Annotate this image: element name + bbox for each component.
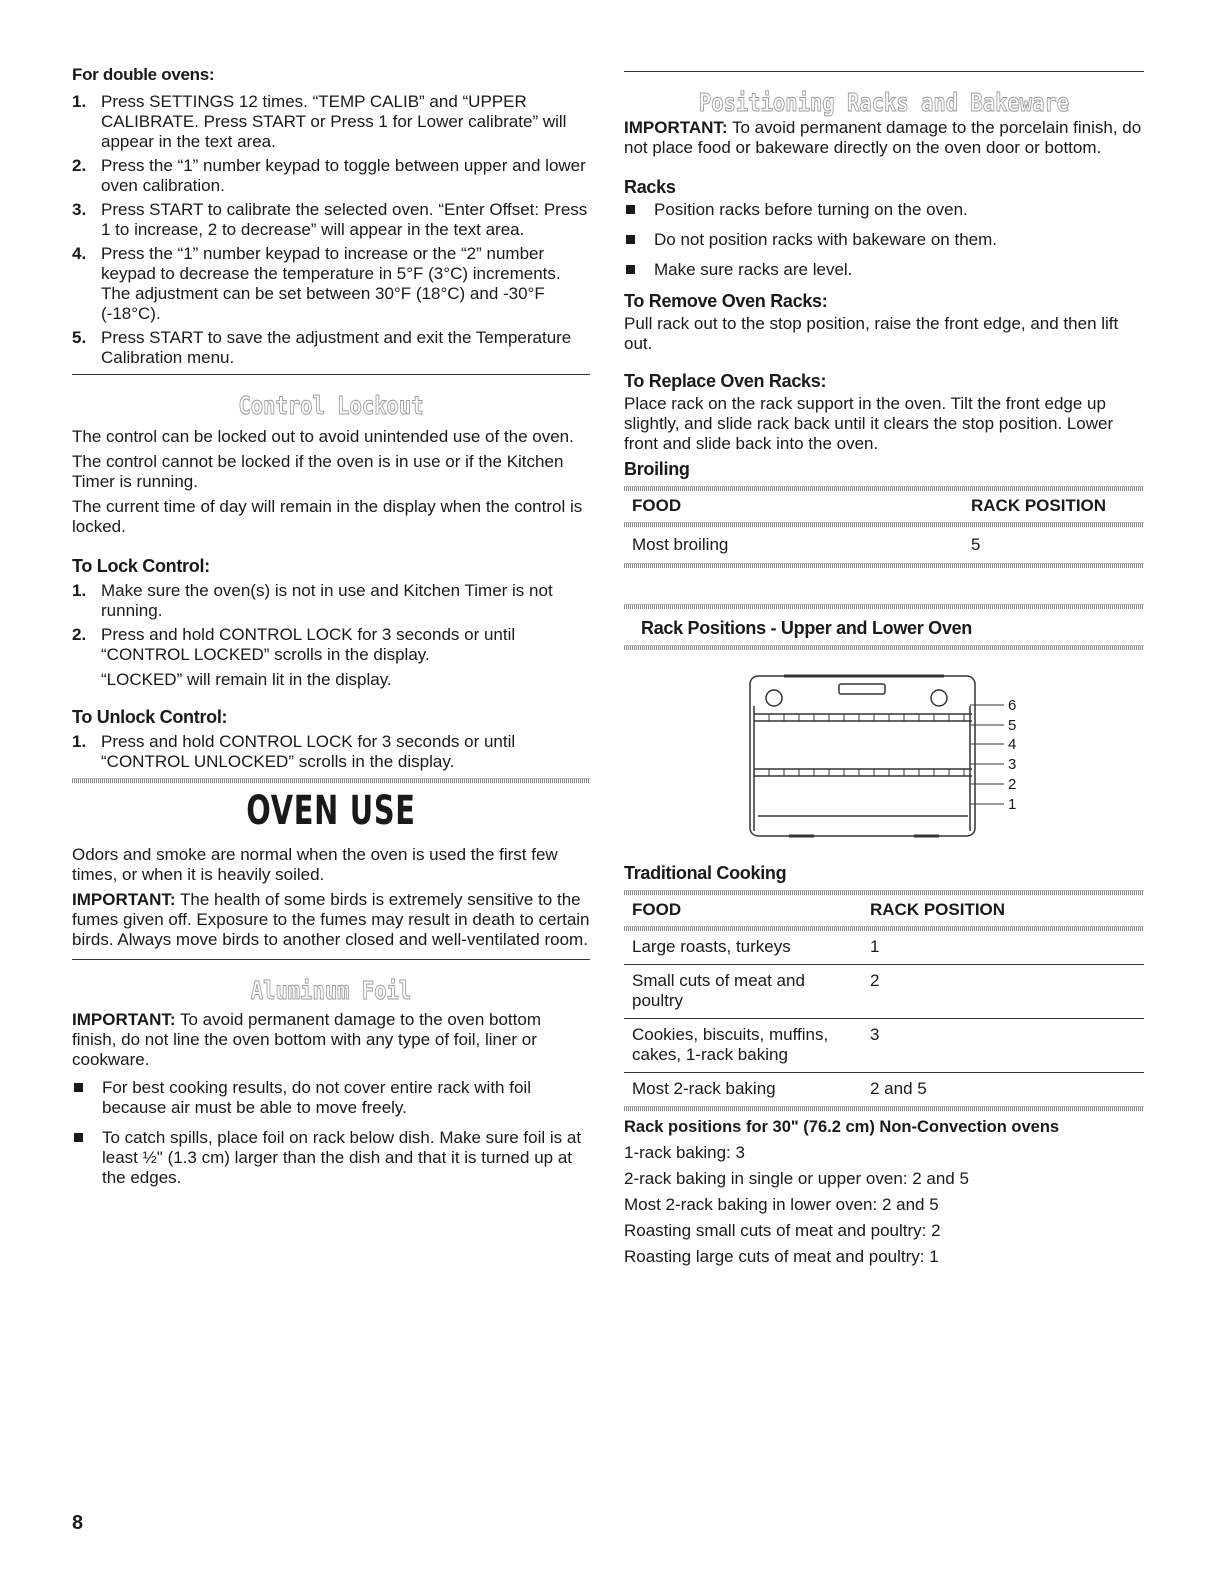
traditional-cooking-heading: Traditional Cooking	[624, 863, 787, 883]
step-item: 5. Press START to save the adjustment and exit the Temperature Calibration menu.	[72, 328, 572, 367]
table-cell-rack: 5	[971, 535, 981, 554]
lockout-paragraph: The control cannot be locked if the oven is in use or if the Kitchen Timer is running.	[72, 452, 564, 491]
traditional-table	[624, 895, 1144, 1106]
positioning-important: IMPORTANT: To avoid permanent damage to the porcelain finish, do not place food or bakeware directly on the oven door or bottom.	[624, 118, 1142, 157]
rack-slats	[769, 714, 964, 776]
double-ovens-heading: For double ovens:	[72, 65, 215, 84]
table-cell-rack: 1	[870, 931, 1144, 965]
table-cell-rack: 2	[870, 965, 1144, 1019]
broiling-heading: Broiling	[624, 459, 690, 479]
non-convection-line: 2-rack baking in single or upper oven: 2 and 5	[624, 1169, 969, 1188]
lock-control-heading: To Lock Control:	[72, 556, 210, 576]
broil-table	[624, 491, 1144, 563]
lock-note: “LOCKED” will remain lit in the display.	[101, 670, 392, 689]
double-ovens-steps	[72, 92, 590, 368]
foil-bullets	[72, 1078, 590, 1188]
table-row	[624, 931, 1144, 965]
step-item: 1. Make sure the oven(s) is not in use and Kitchen Timer is not running.	[72, 581, 553, 620]
table-row	[624, 1019, 1144, 1073]
step-item: 2. Press and hold CONTROL LOCK for 3 seconds or until “CONTROL LOCKED” scrolls in the display. “LOCKED” will remain lit in the display.	[72, 625, 590, 690]
aluminum-foil-title: Aluminum Foil	[250, 976, 412, 1005]
table-cell-food: Most broiling	[632, 535, 729, 554]
right-column	[624, 64, 1144, 1267]
table-header-row	[624, 491, 1144, 522]
replace-racks-heading: To Replace Oven Racks:	[624, 371, 827, 391]
left-column	[72, 64, 590, 1198]
non-convection-line: Roasting large cuts of meat and poultry: 1	[624, 1247, 939, 1266]
non-convection-line: Most 2-rack baking in lower oven: 2 and 5	[624, 1195, 939, 1214]
rack-number-label: 4	[1008, 736, 1017, 753]
control-lockout-title: Control Lockout	[238, 391, 424, 420]
oven-rack-diagram	[624, 656, 1144, 856]
oven-light-left	[766, 690, 782, 706]
col-rack-header: RACK POSITION	[971, 496, 1107, 515]
replace-racks-text: Place rack on the rack support in the oven. Tilt the front edge up slightly, and slide rack back until it clears the stop position. Lower front and slide back into the oven.	[624, 394, 1114, 453]
col-food-header: FOOD	[632, 900, 682, 919]
lockout-paragraph: The control can be locked out to avoid unintended use of the oven.	[72, 427, 574, 446]
remove-racks-text: Pull rack out to the stop position, raise the front edge, and then lift out.	[624, 314, 1119, 353]
bullet-item: Make sure racks are level.	[624, 260, 1144, 280]
oven-vent	[839, 684, 885, 694]
foil-important: IMPORTANT: To avoid permanent damage to the oven bottom finish, do not line the oven bottom with any type of foil, liner or cookware.	[72, 1010, 541, 1069]
oven-light-right	[931, 690, 947, 706]
step-item: 1. Press SETTINGS 12 times. “TEMP CALIB” and “UPPER CALIBRATE. Press START or Press 1 for Lower calibrate” will appear in the text area.	[72, 92, 567, 151]
dotted-divider	[624, 604, 1144, 609]
racks-bullets	[624, 200, 1144, 280]
table-cell-food: Most 2-rack baking	[632, 1079, 776, 1098]
table-bottom-rule	[624, 563, 1144, 568]
step-item: 1. Press and hold CONTROL LOCK for 3 seconds or until “CONTROL UNLOCKED” scrolls in the display.	[72, 732, 516, 771]
table-cell-food: Cookies, biscuits, muffins, cakes, 1-rack baking	[624, 1019, 870, 1073]
positioning-racks-title: Positioning Racks and Bakeware	[698, 88, 1070, 117]
non-convection-lines	[624, 1143, 1144, 1267]
page-number: 8	[72, 1512, 84, 1534]
unlock-steps	[72, 732, 590, 772]
section-divider	[72, 959, 590, 960]
col-rack-header: RACK POSITION	[870, 900, 1006, 919]
non-convection-heading: Rack positions for 30" (76.2 cm) Non-Convection ovens	[624, 1118, 1060, 1136]
table-cell-food: Large roasts, turkeys	[624, 931, 870, 965]
oven-cavity-outline	[750, 676, 975, 836]
oven-use-important: IMPORTANT: The health of some birds is extremely sensitive to the fumes given off. Exposure to the fumes may result in death to certain birds. Always move birds to another closed and well-ventilated room.	[72, 890, 590, 949]
non-convection-line: 1-rack baking: 3	[624, 1143, 745, 1162]
table-cell-food: Small cuts of meat and poultry	[624, 965, 870, 1019]
rack-positions-heading: Rack Positions - Upper and Lower Oven	[641, 618, 972, 638]
rack-number-label: 2	[1008, 776, 1017, 793]
lockout-paragraph: The current time of day will remain in the display when the control is locked.	[72, 497, 583, 536]
table-row	[624, 527, 1144, 563]
bullet-item: Do not position racks with bakeware on them.	[624, 230, 1144, 250]
dotted-divider	[624, 645, 1144, 650]
table-header-row	[624, 895, 1144, 926]
oven-diagram-svg	[624, 656, 1144, 856]
rack-number-label: 3	[1008, 756, 1017, 773]
table-row	[624, 965, 1144, 1019]
oven-use-paragraph: Odors and smoke are normal when the oven is used the first few times, or when it is heavily soiled.	[72, 845, 558, 884]
section-divider	[624, 71, 1144, 72]
lock-steps	[72, 581, 590, 690]
remove-racks-heading: To Remove Oven Racks:	[624, 291, 828, 311]
lockout-paragraphs	[72, 427, 590, 537]
dotted-divider	[72, 778, 590, 783]
bullet-item: To catch spills, place foil on rack below dish. Make sure foil is at least ½" (1.3 cm) larger than the dish and that it is turned up at the edges.	[72, 1128, 590, 1188]
table-bottom-rule	[624, 1106, 1144, 1111]
col-food-header: FOOD	[632, 496, 682, 515]
table-row	[624, 1073, 1144, 1107]
rack-number-label: 6	[1008, 697, 1017, 714]
bullet-item: For best cooking results, do not cover entire rack with foil because air must be able to move freely.	[72, 1078, 590, 1118]
rack-number-label: 1	[1008, 796, 1017, 813]
step-item: 3. Press START to calibrate the selected oven. “Enter Offset: Press 1 to increase, 2 to decrease” will appear in the text area.	[72, 200, 588, 239]
table-cell-rack: 2 and 5	[870, 1079, 927, 1098]
step-item: 4. Press the “1” number keypad to increase or the “2” number keypad to decrease the temperature in 5°F (3°C) increments. The adjustment can be set between 30°F (18°C) and -30°F (-18°C).	[72, 244, 561, 323]
step-item: 2. Press the “1” number keypad to toggle between upper and lower oven calibration.	[72, 156, 586, 195]
racks-heading: Racks	[624, 177, 676, 197]
bullet-item: Position racks before turning on the oven.	[624, 200, 1144, 220]
oven-use-title: OVEN USE	[246, 788, 416, 834]
rack-number-label: 5	[1008, 717, 1017, 734]
section-divider	[72, 374, 590, 375]
non-convection-line: Roasting small cuts of meat and poultry: 2	[624, 1221, 941, 1240]
table-cell-rack: 3	[870, 1019, 1144, 1073]
unlock-control-heading: To Unlock Control:	[72, 707, 228, 727]
